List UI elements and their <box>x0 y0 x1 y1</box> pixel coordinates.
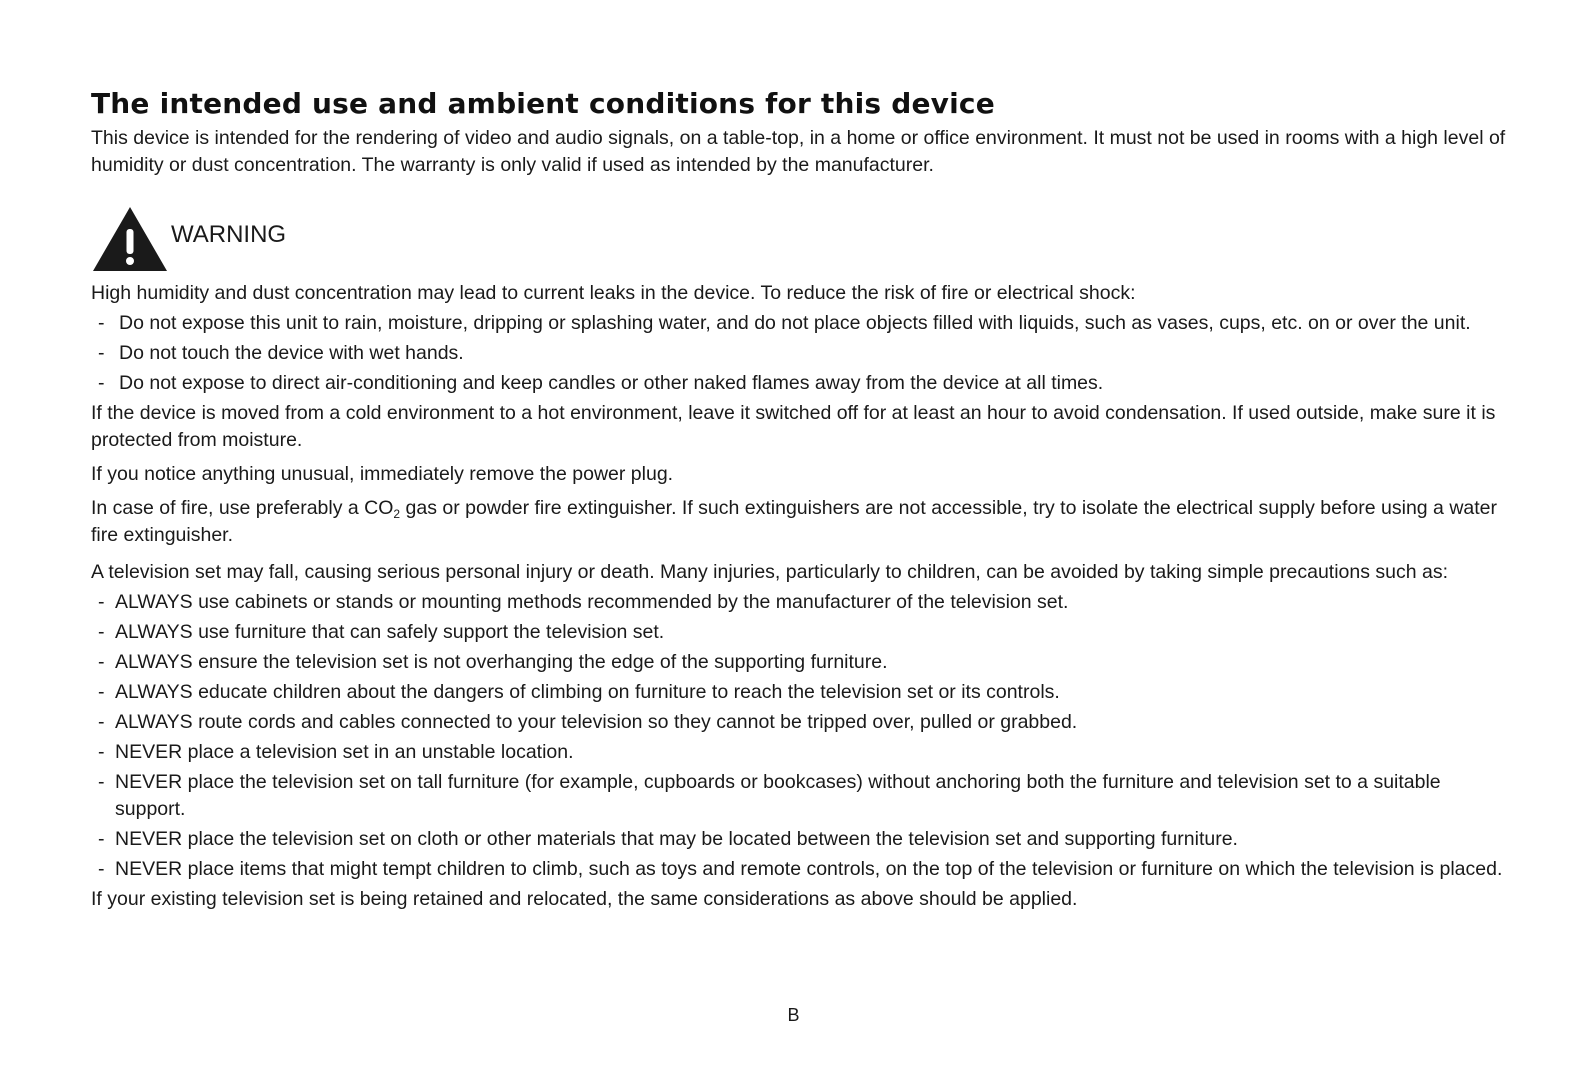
document-page <box>91 86 1511 913</box>
list-item: - Do not expose to direct air-conditioning and keep candles or other naked flames away from the device at all times. <box>91 370 1511 397</box>
page-title: The intended use and ambient conditions for this device <box>91 87 995 120</box>
humidity-paragraph: High humidity and dust concentration may lead to current leaks in the device. To reduce the risk of fire or electrical shock: <box>91 282 1136 304</box>
intro-paragraph: This device is intended for the rendering of video and audio signals, on a table-top, in a home or office environment. It must not be used in rooms with a high level of humidity or dust concentration. The warranty is only valid if used as intended by the manufacturer. <box>91 127 1506 176</box>
list-item: - NEVER place a television set in an unstable location. <box>91 739 1511 766</box>
list-item: - ALWAYS use furniture that can safely support the television set. <box>91 619 1511 646</box>
warning-list <box>91 310 1511 397</box>
tv-precautions-list <box>91 589 1511 883</box>
list-item: - ALWAYS use cabinets or stands or mounting methods recommended by the manufacturer of the television set. <box>91 589 1511 616</box>
relocated-paragraph: If your existing television set is being retained and relocated, the same considerations as above should be applied. <box>91 888 1078 910</box>
page-number: B <box>787 1005 800 1025</box>
list-item: - NEVER place the television set on cloth or other materials that may be located between the television set and supporting furniture. <box>91 826 1511 853</box>
list-item: - NEVER place items that might tempt children to climb, such as toys and remote controls, on the top of the television or furniture on which the television is placed. <box>91 856 1511 883</box>
warning-label: WARNING <box>171 221 287 248</box>
fire-paragraph <box>91 495 1511 549</box>
list-item: - Do not expose this unit to rain, moisture, dripping or splashing water, and do not place objects filled with liquids, such as vases, cups, etc. on or over the unit. <box>91 310 1511 337</box>
co2-subscript: 2 <box>393 507 401 521</box>
fire-text-2: gas or powder fire extinguisher. If such extinguishers are not accessible, try to isolate the electrical supply before using a water fire extinguisher. <box>91 497 1497 546</box>
list-item: - ALWAYS educate children about the dangers of climbing on furniture to reach the television set or its controls. <box>91 679 1511 706</box>
unusual-paragraph: If you notice anything unusual, immediately remove the power plug. <box>91 463 674 485</box>
warning-header <box>91 205 1511 273</box>
condensation-paragraph: If the device is moved from a cold environment to a hot environment, leave it switched off for at least an hour to avoid condensation. If used outside, make sure it is protected from moisture. <box>91 402 1496 451</box>
list-item: - Do not touch the device with wet hands. <box>91 340 1511 367</box>
warning-triangle-icon <box>91 205 169 273</box>
list-item: - ALWAYS route cords and cables connected to your television so they cannot be tripped over, pulled or grabbed. <box>91 709 1511 736</box>
tv-intro-paragraph: A television set may fall, causing serious personal injury or death. Many injuries, particularly to children, can be avoided by taking simple precautions such as: <box>91 561 1449 583</box>
list-item: - NEVER place the television set on tall furniture (for example, cupboards or bookcases) without anchoring both the furniture and television set to a suitable support. <box>91 769 1511 823</box>
list-item: - ALWAYS ensure the television set is not overhanging the edge of the supporting furniture. <box>91 649 1511 676</box>
fire-text-1: In case of fire, use preferably a CO <box>91 497 394 519</box>
